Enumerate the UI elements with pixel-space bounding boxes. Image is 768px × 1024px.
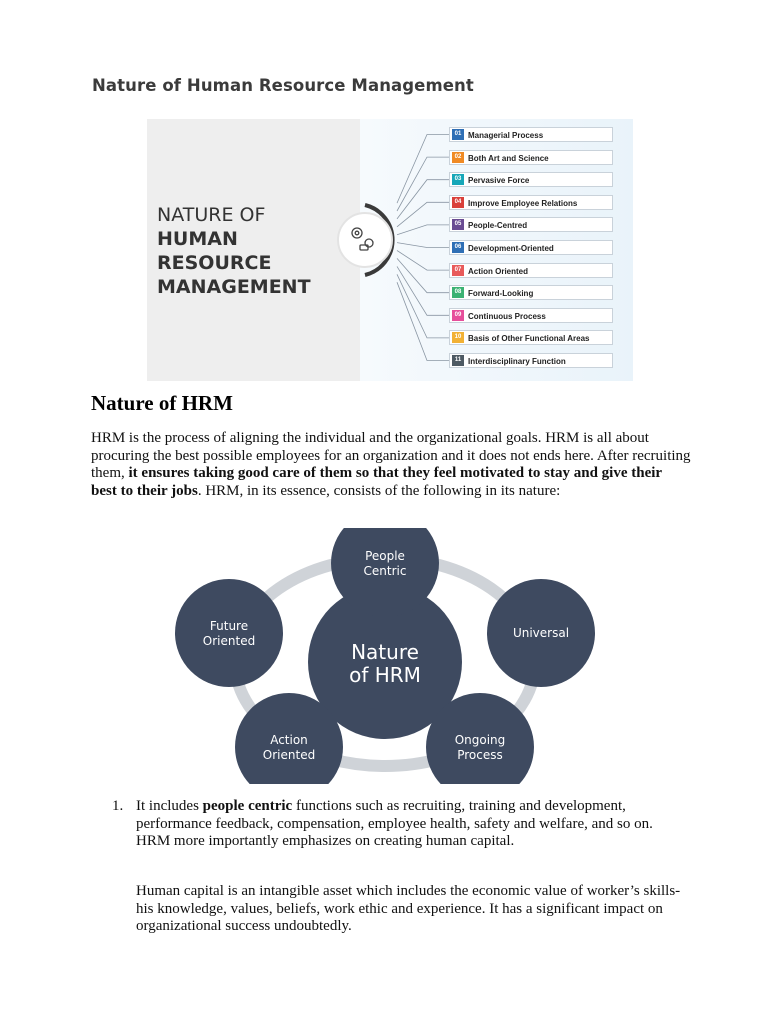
infographic-item: [449, 330, 613, 345]
intro-text-2: . HRM, in its essence, consists of the following in its nature:: [197, 482, 561, 499]
infographic-item: [449, 285, 613, 300]
gears-people-icon: [338, 213, 392, 267]
infographic-item-label: Forward-Looking: [468, 289, 534, 299]
nature-of-hrm-cycle-diagram: [170, 528, 600, 784]
list-item-number: 1.: [112, 798, 124, 814]
cycle-node-label-line2: Process: [457, 748, 503, 762]
page-heading: Nature of Human Resource Management: [92, 76, 474, 95]
infographic-title-line2: HUMAN: [157, 228, 238, 250]
infographic-item-number: 10: [452, 332, 464, 343]
infographic-title-line4: MANAGEMENT: [157, 276, 311, 298]
infographic-connector: [397, 274, 449, 338]
infographic-item-label: Development-Oriented: [468, 244, 554, 253]
infographic-connector: [397, 202, 449, 227]
infographic-item-number: 05: [452, 219, 464, 230]
list-item: [112, 798, 682, 870]
infographic-image: [147, 119, 633, 381]
infographic-item-label: People-Centred: [468, 221, 528, 231]
list-item-text-1: It includes: [136, 798, 203, 814]
infographic-item: [449, 127, 613, 142]
infographic-item-number: 03: [452, 174, 464, 185]
intro-paragraph: [91, 430, 691, 500]
infographic-item-label: Interdisciplinary Function: [468, 357, 566, 366]
intro-bold-text: it ensures taking good care of them so that they feel motivated to stay and give their best to their jobs: [91, 465, 662, 499]
list-item-text: [136, 798, 686, 851]
infographic-item: [449, 308, 613, 323]
infographic-item-number: 07: [452, 265, 464, 276]
infographic-item-label: Pervasive Force: [468, 176, 530, 186]
infographic-item: [449, 195, 613, 210]
human-capital-paragraph: Human capital is an intangible asset which includes the economic value of worker’s skills-his knowledge, values, beliefs, work ethic and experience. It has a significant impact on organizational success undoubtedly.: [136, 883, 681, 935]
infographic-item-label: Managerial Process: [468, 131, 544, 140]
infographic-item-number: 09: [452, 310, 464, 321]
infographic-connector: [397, 258, 449, 292]
cycle-node-label-line2: Centric: [363, 564, 407, 578]
infographic-item: [449, 263, 613, 278]
infographic-title-line3: RESOURCE: [157, 252, 272, 274]
infographic-item-number: 04: [452, 197, 464, 208]
infographic-connector: [397, 225, 449, 235]
infographic-title-line1: NATURE OF: [157, 204, 266, 226]
list-item-bold-text: people centric: [202, 798, 293, 814]
infographic-connector: [397, 157, 449, 211]
infographic-item-label: Action Oriented: [468, 266, 529, 276]
intro-text-1: HRM is the process of aligning the individual and the organizational goals. HRM is all about procuring the best possible employees for an organization and it does not ends here. After recruiting them,: [91, 430, 691, 482]
infographic-connector: [397, 135, 449, 204]
cycle-node-label-line2: Oriented: [202, 634, 256, 648]
center-node-label-line1: Nature: [351, 640, 419, 664]
cycle-node-label-line1: People: [365, 549, 405, 563]
infographic-item: [449, 217, 613, 232]
infographic-item: [449, 240, 613, 255]
cycle-node-label-line1: Universal: [512, 626, 570, 640]
infographic-item-label: Basis of Other Functional Areas: [468, 334, 590, 344]
infographic-item-number: 06: [452, 242, 464, 253]
cycle-node: [175, 579, 283, 687]
infographic-item-number: 11: [452, 355, 464, 366]
cycle-node-label-line1: Future: [209, 619, 249, 633]
infographic-item-number: 08: [452, 287, 464, 298]
infographic-item-label: Continuous Process: [468, 311, 546, 321]
cycle-node-label-line1: Ongoing: [454, 733, 506, 747]
infographic-item-label: Both Art and Science: [468, 153, 549, 163]
cycle-node-label-line2: Oriented: [262, 748, 316, 762]
section-heading: Nature of HRM: [91, 391, 233, 415]
cycle-node-label-line1: Action: [270, 733, 308, 747]
infographic-item-label: Improve Employee Relations: [468, 198, 578, 208]
list-item-text-2: functions such as recruiting, training and development, performance feedback, compensation, employee health, safety and welfare, and so on. HRM more importantly emphasizes on creating human capital.: [136, 798, 653, 850]
infographic-item-number: 02: [452, 152, 464, 163]
infographic-item: [449, 150, 613, 165]
infographic-item: [449, 353, 613, 368]
numbered-list: [112, 798, 682, 870]
infographic-connector: [397, 282, 449, 360]
infographic-connector: [397, 243, 449, 248]
infographic-item-number: 01: [452, 129, 464, 140]
center-node-label-line2: of HRM: [349, 663, 421, 687]
infographic-item: [449, 172, 613, 187]
